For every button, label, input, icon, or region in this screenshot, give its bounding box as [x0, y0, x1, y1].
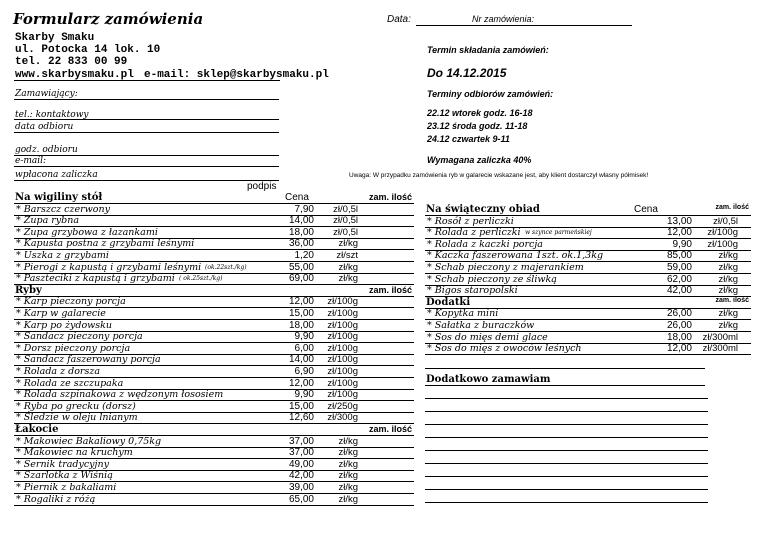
item-unit: zł/kg	[718, 320, 738, 331]
item-price: 62,00	[666, 273, 692, 285]
table-row[interactable]	[14, 460, 414, 471]
item-unit: zł/300g	[327, 412, 358, 424]
order-number-label: Nr zamówienia:	[472, 14, 535, 24]
quantity-column-header: zam. ilość	[368, 424, 412, 434]
item-unit: zł/300ml	[702, 343, 738, 355]
item-unit: zł/0,5l	[333, 215, 358, 227]
table-row[interactable]	[425, 217, 751, 228]
item-name: * Zupa rybna	[16, 215, 80, 227]
item-name: * Rolada z kaczki porcja	[427, 238, 543, 250]
item-unit: zł/0,5l	[333, 203, 358, 215]
item-unit: zł/kg	[338, 493, 358, 505]
item-unit: zł/0,5l	[333, 226, 358, 238]
item-price: 69,00	[288, 273, 314, 285]
item-name: * Kaczka faszerowana 1szt. ok.1,3kg	[427, 250, 604, 262]
section-title: Na wigiliny stół	[15, 192, 103, 203]
blank-order-line[interactable]	[425, 440, 708, 451]
item-unit: zł/szt	[336, 250, 358, 261]
deadline-label: Termin składania zamówień:	[427, 45, 549, 55]
company-name: Skarby Smaku	[15, 32, 95, 44]
item-name: * Schab pieczony z majerankiem	[427, 262, 584, 273]
item-unit: zł/250g	[327, 400, 358, 412]
item-price: 1,20	[294, 250, 314, 261]
item-name: * Karp po żydowsku	[16, 319, 113, 331]
item-price: 37,00	[288, 435, 314, 447]
deposit-paid-label: wpłacona zaliczka	[15, 170, 98, 180]
phone-label: tel.: kontaktowy	[15, 110, 89, 120]
blank-order-line[interactable]	[425, 492, 708, 503]
section-title: Dodatki	[426, 296, 471, 308]
item-unit: zł/100g	[327, 366, 358, 377]
item-name: * Sos do mięs z owoców leśnych	[427, 343, 582, 355]
table-row[interactable]	[14, 437, 414, 448]
company-website: www.skarbysmaku.pl	[15, 69, 134, 81]
item-name: * Rolada ze szczupaka	[16, 377, 124, 389]
item-price: 15,00	[288, 400, 314, 412]
item-unit: zł/100g	[327, 354, 358, 366]
item-note: (ok.22szt./kg)	[205, 263, 247, 271]
table-row[interactable]	[14, 495, 414, 506]
item-price: 13,00	[666, 215, 692, 227]
item-price: 12,00	[666, 227, 692, 239]
item-price: 39,00	[288, 482, 314, 493]
table-row[interactable]	[14, 263, 414, 274]
item-name: * Schab pieczony ze śliwką	[427, 273, 557, 285]
item-price: 65,00	[288, 493, 314, 505]
section-header	[14, 425, 414, 436]
page-title: Formularz zamówienia	[13, 10, 204, 28]
item-price: 12,00	[288, 377, 314, 389]
item-name: * Makowiec na kruchym	[16, 447, 133, 459]
section-header	[14, 193, 414, 204]
blank-order-line[interactable]	[425, 388, 708, 399]
item-unit: zł/kg	[338, 435, 358, 447]
table-row[interactable]	[14, 448, 414, 459]
section-header	[425, 375, 705, 386]
item-price: 85,00	[666, 250, 692, 262]
item-unit: zł/100g	[327, 331, 358, 343]
table-row[interactable]	[425, 286, 751, 297]
item-unit: zł/100g	[327, 342, 358, 354]
section-title: Ryby	[15, 284, 42, 296]
item-price: 6,90	[294, 366, 314, 377]
section-title: Na świąteczny obiad	[426, 204, 540, 215]
table-row[interactable]	[425, 321, 751, 332]
item-unit: zł/kg	[338, 447, 358, 459]
item-unit: zł/kg	[338, 238, 358, 250]
table-row[interactable]	[14, 471, 414, 482]
deposit-paid-field[interactable]	[14, 180, 279, 181]
item-price: 55,00	[288, 261, 314, 273]
item-price: 12,60	[288, 412, 314, 424]
company-address: ul. Potocka 14 lok. 10	[15, 44, 161, 56]
blank-order-line[interactable]	[425, 358, 705, 369]
pickup-date-field[interactable]	[14, 132, 279, 133]
item-name: * Sandacz faszerowany porcja	[16, 354, 161, 366]
item-unit: zł/100g	[327, 377, 358, 389]
item-price: 9,90	[672, 238, 692, 250]
item-name: * Sandacz pieczony porcja	[16, 331, 143, 343]
item-name: * Zupa grzybowa z łazankami	[16, 226, 158, 238]
customer-field[interactable]	[14, 99, 279, 100]
item-unit: zł/kg	[338, 261, 358, 273]
item-price: 14,00	[288, 354, 314, 366]
item-price: 26,00	[666, 308, 692, 320]
item-name: * Sos do mięs demi glace	[427, 331, 548, 343]
section-header	[425, 298, 751, 309]
item-price: 42,00	[288, 470, 314, 482]
table-row[interactable]	[425, 251, 751, 262]
item-price: 15,00	[288, 308, 314, 319]
item-price: 36,00	[288, 238, 314, 250]
table-row[interactable]	[425, 333, 751, 344]
fish-note: Uwaga: W przypadku zamówienia ryb w galarecie wskazane jest, aby klient dostarczył własny półmisek!	[349, 172, 649, 179]
table-row[interactable]	[14, 216, 414, 227]
table-row[interactable]	[14, 228, 414, 239]
table-row[interactable]	[14, 274, 414, 285]
item-unit: zł/kg	[718, 308, 738, 320]
quantity-column-header: zam. ilość	[715, 204, 749, 211]
section-header	[14, 286, 414, 297]
item-note: w szynce parmeńskiej	[525, 229, 592, 237]
item-unit: zł/100g	[327, 308, 358, 319]
company-email: e-mail: sklep@skarbysmaku.pl	[144, 69, 329, 81]
section-header	[425, 205, 751, 216]
item-unit: zł/kg	[718, 273, 738, 285]
quantity-column-header: zam. ilość	[715, 296, 749, 304]
table-row[interactable]	[425, 228, 751, 239]
pickup-label: Terminy odbiorów zamówień:	[427, 89, 554, 99]
item-price: 18,00	[666, 331, 692, 343]
extra-order-title: Dodatkowo zamawiam	[426, 373, 551, 385]
item-name: * Piernik z bakaliami	[16, 482, 117, 493]
item-name: * Rolada szpinakowa z wędzonym łososiem	[16, 389, 224, 401]
item-price: 37,00	[288, 447, 314, 459]
divider	[14, 80, 280, 81]
price-column-header: Cena	[634, 204, 658, 215]
item-name: * Paszteciki z kapustą i grzybami	[16, 273, 175, 285]
item-name: * Uszka z grzybami	[16, 250, 109, 261]
table-row[interactable]	[14, 205, 414, 216]
table-row[interactable]	[14, 309, 414, 320]
item-unit: zł/kg	[718, 250, 738, 262]
pickup-hour-field[interactable]	[14, 155, 279, 156]
item-price: 9,90	[294, 331, 314, 343]
item-unit: zł/100g	[707, 227, 738, 239]
blank-order-line[interactable]	[425, 427, 708, 438]
item-price: 59,00	[666, 262, 692, 273]
item-name: * Karp pieczony porcja	[16, 296, 126, 308]
email-field[interactable]	[14, 166, 279, 167]
pickup-date: 23.12 środa godz. 11-18	[427, 121, 528, 131]
table-row[interactable]	[14, 483, 414, 494]
item-unit: zł/kg	[338, 470, 358, 482]
signature-label: podpis	[247, 181, 277, 192]
item-name: * Sałatka z buraczków	[427, 320, 535, 331]
item-name: * Rolada z perliczki	[427, 227, 521, 239]
item-price: 18,00	[288, 226, 314, 238]
item-name: * Rosół z perliczki	[427, 215, 514, 227]
item-name: * Ryba po grecku (dorsz)	[16, 400, 136, 412]
item-unit: zł/kg	[338, 273, 358, 285]
item-price: 12,00	[666, 343, 692, 355]
item-name: * Kopytka mini	[427, 308, 499, 320]
item-price: 7,90	[294, 203, 314, 215]
price-column-header: Cena	[285, 192, 309, 203]
item-price: 12,00	[288, 296, 314, 308]
item-unit: zł/300ml	[702, 331, 738, 343]
table-row[interactable]	[14, 251, 414, 262]
item-name: * Rogaliki z różą	[16, 493, 96, 505]
item-price: 14,00	[288, 215, 314, 227]
blank-order-line[interactable]	[425, 453, 708, 464]
table-row[interactable]	[14, 332, 414, 343]
item-unit: zł/0,5l	[713, 215, 738, 227]
table-row[interactable]	[14, 379, 414, 390]
table-row[interactable]	[425, 263, 751, 274]
item-unit: zł/kg	[718, 262, 738, 273]
item-name: * Dorsz pieczony porcja	[16, 342, 131, 354]
item-unit: zł/100g	[327, 319, 358, 331]
item-name: * Sernik tradycyjny	[16, 458, 109, 470]
item-price: 9,90	[294, 389, 314, 401]
quantity-column-header: zam. ilość	[368, 284, 412, 295]
item-unit: zł/100g	[707, 238, 738, 250]
item-name: * Karp w galarecie	[16, 308, 106, 319]
item-unit: zł/100g	[327, 296, 358, 308]
item-name: * Bigos staropolski	[427, 285, 518, 297]
table-row[interactable]	[14, 367, 414, 378]
blank-order-line[interactable]	[425, 401, 708, 412]
company-phone: tel. 22 833 00 99	[15, 56, 128, 68]
item-name: * Makowiec Bakaliowy 0,75kg	[16, 435, 162, 447]
table-row[interactable]	[14, 239, 414, 250]
table-row[interactable]	[14, 413, 414, 424]
item-price: 26,00	[666, 320, 692, 331]
blank-order-line[interactable]	[425, 466, 708, 477]
item-note: ( ok.25szt./kg)	[179, 275, 223, 283]
date-label: Data:	[387, 14, 411, 25]
item-price: 42,00	[666, 285, 692, 297]
customer-label: Zamawiający:	[15, 89, 78, 99]
section-title: Łakocie	[15, 424, 59, 435]
table-row[interactable]	[14, 355, 414, 366]
pickup-date: 24.12 czwartek 9-11	[427, 134, 510, 144]
item-unit: zł/100g	[327, 389, 358, 401]
item-price: 18,00	[288, 319, 314, 331]
item-unit: zł/kg	[338, 458, 358, 470]
item-name: * Rolada z dorsza	[16, 366, 101, 377]
pickup-hour-label: godz. odbioru	[15, 145, 78, 155]
table-row[interactable]	[425, 275, 751, 286]
date-field[interactable]	[416, 25, 632, 26]
table-row[interactable]	[425, 344, 751, 355]
table-row[interactable]	[14, 344, 414, 355]
table-row[interactable]	[425, 309, 751, 320]
item-name: * Szarlotka z Wiśnią	[16, 470, 113, 482]
blank-order-line[interactable]	[425, 414, 708, 425]
table-row[interactable]	[425, 240, 751, 251]
item-price: 49,00	[288, 458, 314, 470]
table-row[interactable]	[14, 390, 414, 401]
item-name: * Śledzie w oleju lnianym	[16, 412, 138, 424]
table-row[interactable]	[14, 321, 414, 332]
deposit-info: Wymagana zaliczka 40%	[427, 155, 532, 165]
item-unit: zł/kg	[338, 482, 358, 493]
item-price: 6,00	[294, 342, 314, 354]
item-name: * Barszcz czerwony	[16, 203, 111, 215]
blank-order-line[interactable]	[425, 479, 708, 490]
deadline-date: Do 14.12.2015	[427, 66, 507, 80]
item-name: * Pierogi z kapustą i grzybami leśnymi	[16, 261, 202, 273]
item-name: * Kapusta postna z grzybami leśnymi	[16, 238, 195, 250]
item-unit: zł/kg	[718, 285, 738, 297]
email-label: e-mail:	[15, 156, 47, 166]
table-row[interactable]	[14, 297, 414, 308]
pickup-date: 22.12 wtorek godz. 16-18	[427, 108, 533, 118]
pickup-date-label: data odbioru	[15, 122, 74, 132]
phone-field[interactable]	[14, 119, 279, 120]
quantity-column-header: zam. ilość	[368, 192, 412, 202]
